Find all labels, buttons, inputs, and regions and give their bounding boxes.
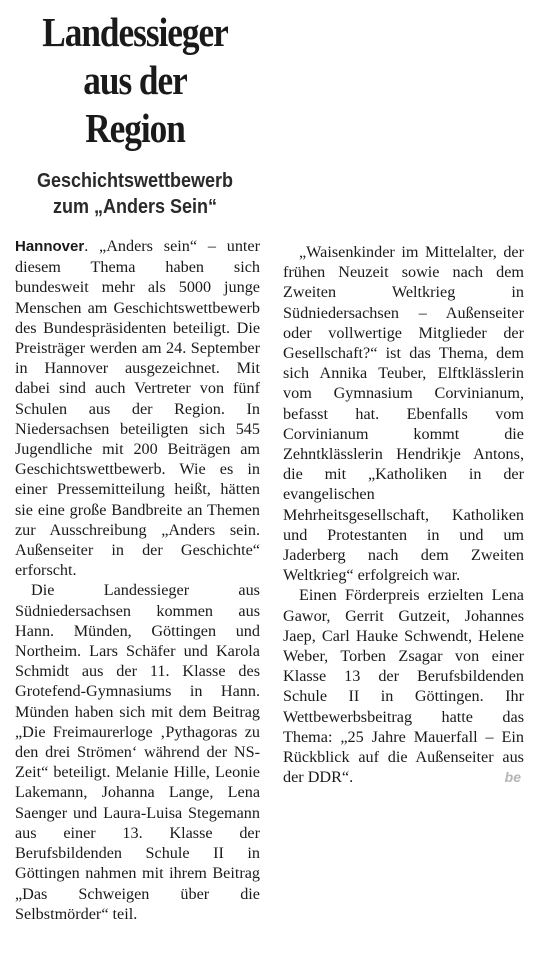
headline (19, 8, 251, 152)
headline-line: Region (85, 105, 185, 151)
paragraph: „Waisenkinder im Mittelalter, der frühen Neuzeit sowie nach dem Zweiten Weltkrieg in Südniedersachsen – Außenseiter oder vollwertige Mitglieder der Gesellschaft?“ ist das Thema, dem sich Annika Teuber, Elftklässlerin vom Gymnasium Corvinianum, befasst hat. Ebenfalls vom Corvinianum kommt die Zehntklässlerin Hendrikje Antons, die mit „Katholiken in der evangelischen Mehrheitsgesellschaft, Katholiken und Protestanten in und um Jaderberg nach dem Zweiten Weltkrieg“ erfolgreich war. (283, 243, 524, 585)
paragraph-text: . „Anders sein“ – unter diesem Thema haben sich bundesweit mehr als 5000 junge Menschen am Geschichtswettbewerb des Bundespräsidenten beteiligt. Die Preisträger werden am 24. September in Hannover ausgezeichnet. Mit dabei sind auch Vertreter von fünf Schulen aus der Region. In Niedersachsen beteiligten sich 545 Jugendliche mit 200 Beiträgen am Geschichtswettbewerb. Wie es in einer Pressemitteilung heißt, hätten sie eine große Bandbreite an Themen zur Ausschreibung „Anders sein. Außenseiter in der Geschichte“ erforscht. (15, 237, 260, 580)
subheadline-line: Geschichtswettbewerb (36, 170, 234, 192)
article-column-right (283, 242, 524, 787)
paragraph: Die Landessieger aus Südniedersachsen kommen aus Hann. Münden, Göttingen und Northeim. Lars Schäfer und Karola Schmidt aus der 11. Klasse des Grotefend-Gymnasiums in Hann. Münden haben sich mit dem Beitrag „Die Freimaurerloge ‚Pythagoras zu den drei Strömen‘ während der NS-Zeit“ beteiligt. Melanie Hille, Leonie Lakemann, Johanna Lange, Lena Saenger und Laura-Luisa Stegemann aus einer 13. Klasse der Berufsbildenden Schule II in Göttingen nahmen mit ihrem Beitrag „Das Schweigen über die Selbstmörder“ teil. (15, 581, 260, 923)
paragraph (283, 585, 524, 787)
headline-line: Landessieger (42, 9, 228, 55)
article-column-left (15, 236, 260, 924)
author-initials: be (504, 769, 521, 786)
dateline: Hannover (15, 238, 85, 255)
paragraph-text: Einen Förderpreis erzielten Lena Gawor, Gerrit Gutzeit, Johannes Jaep, Carl Hauke Schwendt, Helene Weber, Torben Zsagar von einer Klasse 13 der Berufsbildenden Schule II in Göttingen. Ihr Wettbewerbsbeitrag hatte das Thema: „25 Jahre Mauerfall – Ein Rückblick auf die Außenseiter aus der DDR“. (283, 586, 524, 787)
headline-line: aus der (83, 57, 187, 103)
subheadline-line: zum „Anders Sein“ (52, 196, 218, 218)
paragraph (15, 236, 260, 580)
subheadline (14, 168, 257, 220)
